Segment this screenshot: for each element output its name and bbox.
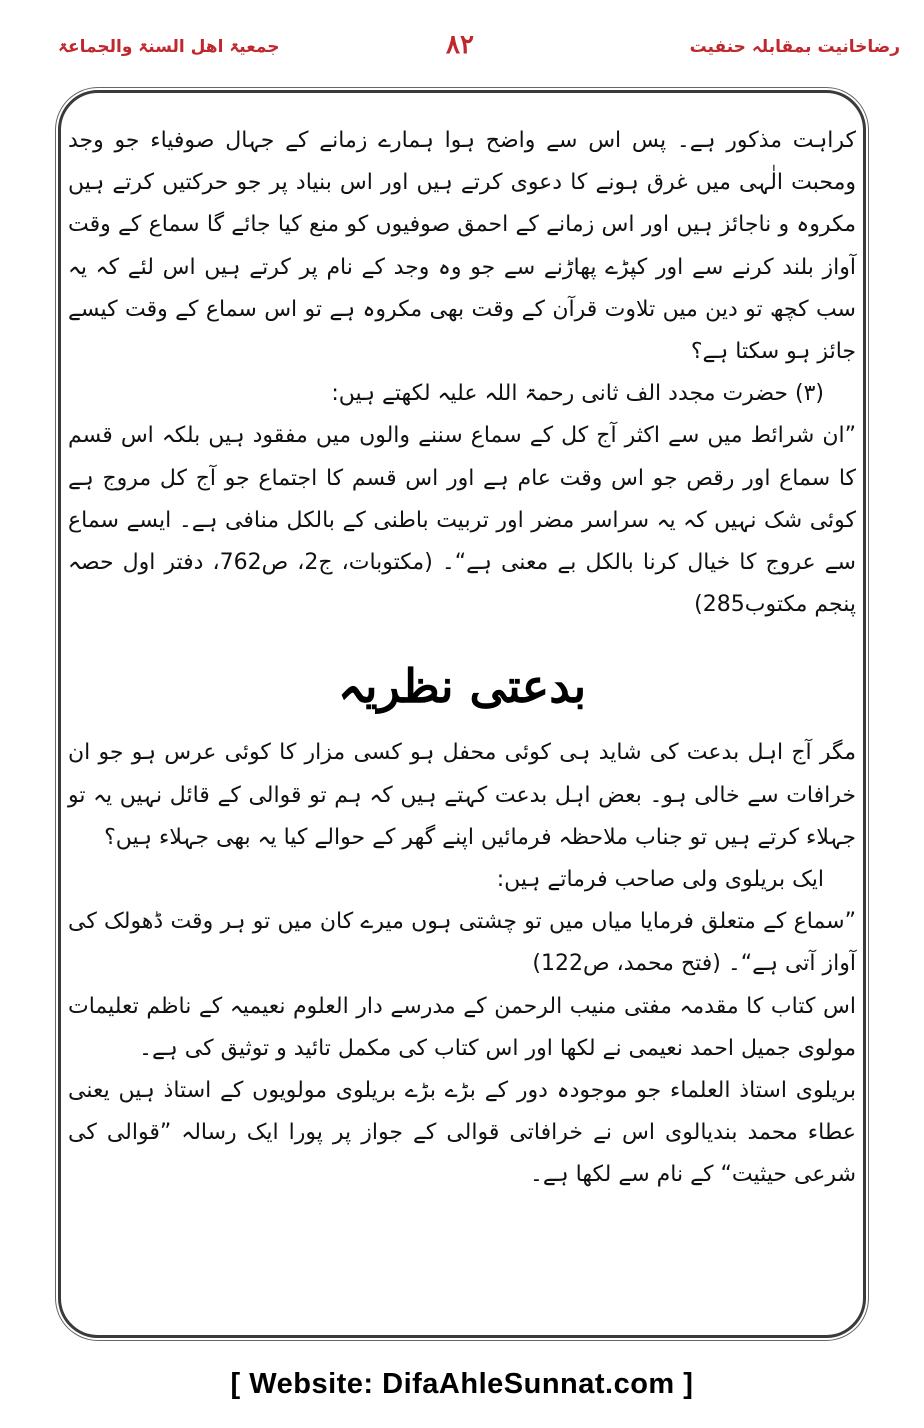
page-body (68, 120, 856, 1197)
page-number: ۸۲ (446, 30, 474, 60)
paragraph-4: مگر آج اہل بدعت کی شاید ہی کوئی محفل ہو کسی مزار کا کوئی عرس ہو جو ان خرافات سے خالی ہو۔ بعض اہل بدعت کہتے ہیں کہ ہم تو قوالی کے قائل نہیں یہ تو جہلاء کرتے ہیں تو جناب ملاحظہ فرمائیں اپنے گھر کے حوالے کیا یہ بھی جہلاء ہیں؟ (68, 740, 856, 850)
quote-fath-muhammad: ”سماع کے متعلق فرمایا میاں میں تو چشتی ہوں میرے کان میں تو ہر وقت ڈھولک کی آواز آتی ہے“۔ (فتح محمد، ص122) (68, 909, 856, 977)
paragraph-5: ایک بریلوی ولی صاحب فرماتے ہیں: (496, 867, 824, 893)
section-heading: بدعتی نظریہ (337, 659, 587, 714)
paragraph-1: کراہت مذکور ہے۔ پس اس سے واضح ہوا ہمارے زمانے کے جہال صوفیاء جو وجد ومحبت الٰہی میں غرق ہونے کا دعوی کرتے ہیں اور اس بنیاد پر جو حرکتیں کرتے ہیں مکروہ و ناجائز ہیں اور اس زمانے کے احمق صوفیوں کو منع کیا جائے گا سماع کے وقت آواز بلند کرنے سے اور کپڑے پھاڑنے سے جو وہ وجد کے نام پر کرتے ہیں اس لئے کہ یہ سب کچھ تو دین میں تلاوت قرآن کے وقت بھی مکروہ ہے تو اس سماع کے وقت کیسے جائز ہو سکتا ہے؟ (68, 128, 856, 365)
paragraph-8: بریلوی استاذ العلماء جو موجودہ دور کے بڑے بڑے بریلوی مولویوں کے استاذ ہیں یعنی عطاء محمد بندیالوی اس نے خرافاتی قوالی کے جواز پر پورا ایک رسالہ ”قوالی کی شرعی حیثیت“ کے نام سے لکھا ہے۔ (68, 1078, 856, 1188)
website-footer: [ Website: DifaAhleSunnat.com ] (230, 1368, 694, 1400)
paragraph-7: اس کتاب کا مقدمہ مفتی منیب الرحمن کے مدرسے دار العلوم نعیمیہ کے ناظم تعلیمات مولوی جمیل احمد نعیمی نے لکھا اور اس کتاب کی مکمل تائید و توثیق کی ہے۔ (68, 993, 856, 1061)
page-header (20, 30, 900, 70)
publisher-name: جمعیۃ اھل السنۃ والجماعۃ (58, 37, 280, 57)
quote-mujaddid: ”ان شرائط میں سے اکثر آج کل کے سماع سننے والوں میں مفقود ہیں بلکہ اس قسم کا سماع اور رقص جو اس وقت عام ہے اور اس قسم کا اجتماع جو آج کل مروج ہے کوئی شک نہیں کہ یہ سراسر مضر اور تربیت باطنی کے بالکل منافی ہے۔ ایسے سماع سے عروج کا خیال کرنا بالکل بے معنی ہے“۔ (مکتوبات، ج2، ص762، دفتر اول حصہ پنجم مکتوب285) (68, 423, 856, 618)
paragraph-2: (۳) حضرت مجدد الف ثانی رحمۃ اللہ علیہ لکھتے ہیں: (331, 381, 824, 407)
book-title: رضاخانیت بمقابلہ حنفیت (689, 37, 900, 57)
